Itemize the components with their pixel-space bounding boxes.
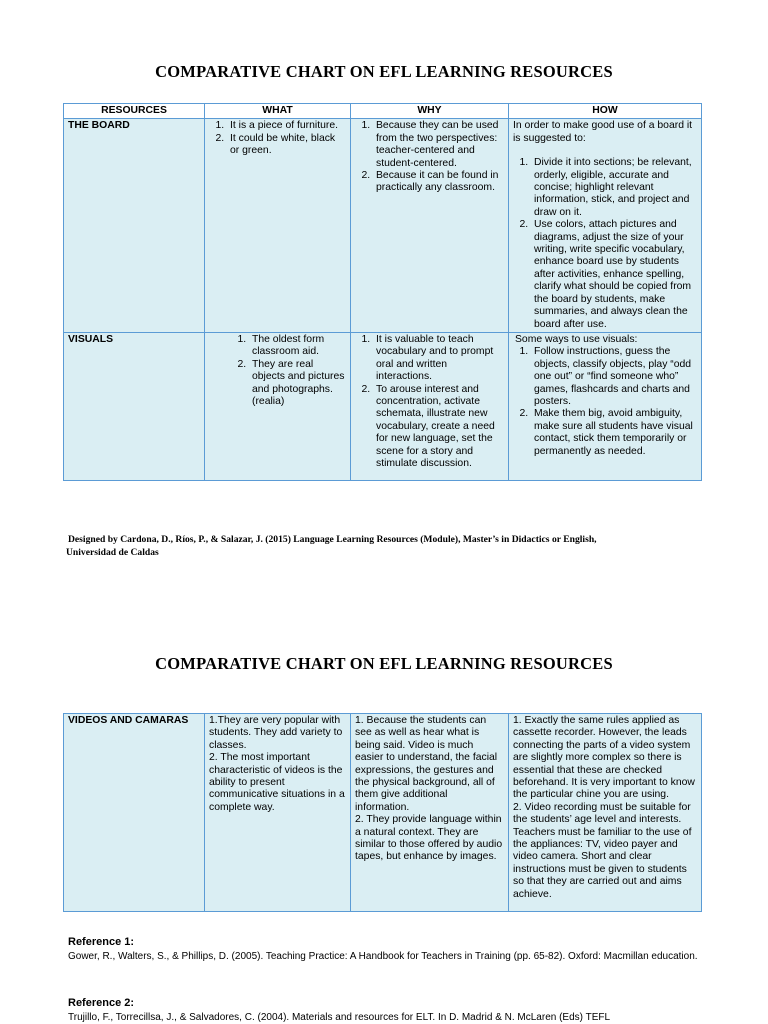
list-item: 1. It is valuable to teach vocabulary and to prompt oral and written interactions. (373, 334, 504, 384)
column-header-resources: RESOURCES (64, 104, 205, 119)
list-item: 1. Because they can be used from the two perspectives: teacher-centered and student-centered. (373, 120, 504, 170)
list-item: 2. Because it can be found in practically any classroom. (373, 170, 504, 195)
table-row-videos (64, 714, 702, 912)
credit-line: Designed by Cardona, D., Ríos, P., & Salazar, J. (2015) Language Learning Resources (Module), Master’s in Didactics or English, (68, 534, 597, 545)
videos-what-cell: 1.They are very popular with students. They add variety to classes. 2. The most important characteristic of videos is the ability to present communicative situations in a complete way. (205, 714, 351, 912)
credit-note (68, 533, 718, 559)
reference-text: Gower, R., Walters, S., & Phillips, D. (2005). Teaching Practice: A Handbook for Teachers in Training (pp. 65-82). Oxford: Macmillan education. (68, 950, 698, 962)
resource-name-videos: VIDEOS AND CAMARAS (64, 714, 205, 912)
reference-text: Trujillo, F., Torrecillsa, J., & Salvadores, C. (2004). Materials and resources for ELT. In D. Madrid & N. McLaren (Eds) TEFL (68, 1011, 611, 1023)
reference-heading: Reference 1: (68, 936, 135, 948)
videos-how-cell: 1. Exactly the same rules applied as cassette recorder. However, the leads connecting the parts of a video system are slightly more complex so there is essential that these are checked beforehand. It is very important to know the particular chine you are using. 2. Video recording must be suitable for the students’ age level and interests. Teachers must be familiar to the use of the appliances: TV, video payer and video camera. Short and clear instructions must be given to students so that they are carried out and aims achieve. (509, 714, 702, 912)
visuals-what-cell (205, 332, 351, 480)
reference-2 (68, 997, 718, 1024)
column-header-what: WHAT (205, 104, 351, 119)
visuals-how-intro: Some ways to use visuals: (515, 333, 638, 345)
visuals-why-cell (351, 332, 509, 480)
list-item: 2. They are real objects and pictures and photographs.(realia) (249, 359, 346, 409)
table-row-visuals (64, 332, 702, 480)
column-header-why: WHY (351, 104, 509, 119)
list-item: 1. It is a piece of furniture. (227, 120, 346, 132)
board-why-cell (351, 119, 509, 333)
list-item: 2. It could be white, black or green. (227, 133, 346, 158)
list-item: 2. Make them big, avoid ambiguity, make sure all students have visual contact, stick them temporarily or permanently as needed. (531, 408, 697, 458)
board-how-cell (509, 119, 702, 333)
board-what-cell (205, 119, 351, 333)
videos-why-cell: 1. Because the students can see as well as hear what is being said. Video is much easier to understand, the facial expressions, the gestures and the physical background, all of them give additional information. 2. They provide language within a natural context. They are similar to those offered by audio tapes, but enhance by images. (351, 714, 509, 912)
list-item: 1. The oldest form classroom aid. (249, 334, 346, 359)
credit-institution: Universidad de Caldas (66, 547, 159, 558)
list-item: 2. Use colors, attach pictures and diagrams, adjust the size of your writing, write specific vocabulary, enhance board use by students after activities, enhance spelling, clarify what should be copied from the board by students, make summaries, and always clean the board after use. (531, 219, 697, 331)
board-how-intro: In order to make good use of a board it is suggested to: (513, 120, 693, 144)
resource-name-visuals: VISUALS (64, 332, 205, 480)
page-title-2: COMPARATIVE CHART ON EFL LEARNING RESOURCES (155, 654, 613, 673)
resource-name-board: THE BOARD (64, 119, 205, 333)
comparative-chart-table (63, 103, 702, 481)
list-item: 2. To arouse interest and concentration, activate schemata, illustrate new vocabulary, create a need for new language, set the scene for a story and stimulate discussion. (373, 384, 504, 471)
comparative-chart-table-2 (63, 713, 702, 912)
table-header-row (64, 104, 702, 119)
reference-1 (68, 936, 718, 963)
table-row-board (64, 119, 702, 333)
visuals-how-cell (509, 332, 702, 480)
reference-heading: Reference 2: (68, 997, 135, 1009)
column-header-how: HOW (509, 104, 702, 119)
list-item: 1. Divide it into sections; be relevant, orderly, eligible, accurate and concise; highlight relevant information, stick, and project and draw on it. (531, 157, 697, 219)
page-title: COMPARATIVE CHART ON EFL LEARNING RESOURCES (155, 62, 613, 81)
list-item: 1. Follow instructions, guess the objects, classify objects, play “odd one out” or “find someone who” games, flashcards and charts and posters. (531, 346, 697, 408)
